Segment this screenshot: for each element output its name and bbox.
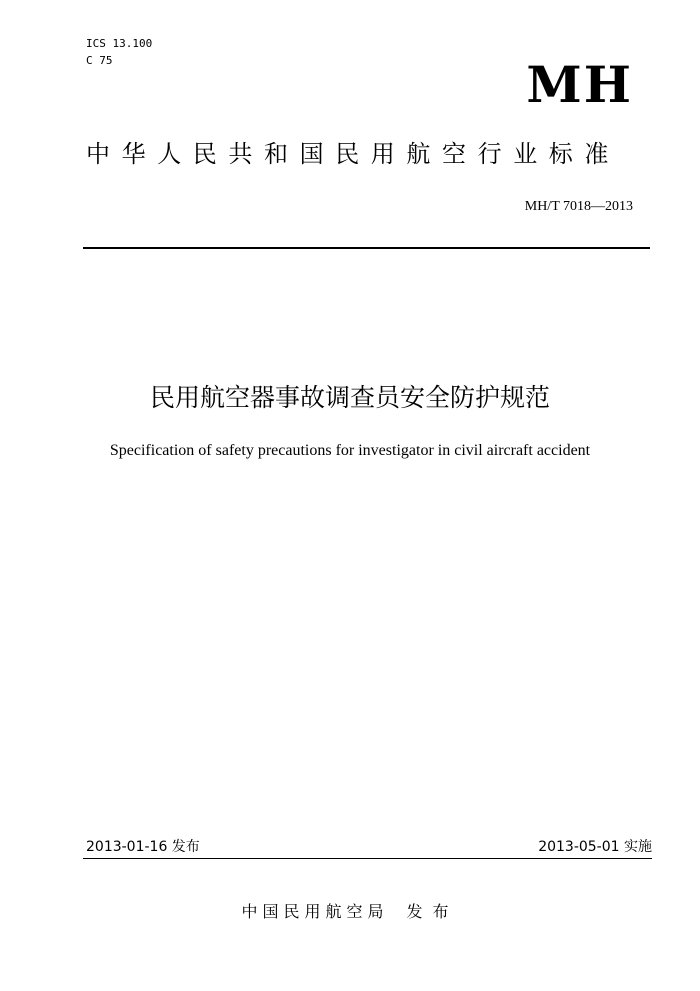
top-divider <box>83 247 650 249</box>
mh-logo: MH <box>526 55 633 114</box>
issue-date: 2013-01-16 发布 <box>86 839 200 855</box>
publisher-action: 发布 <box>406 902 459 921</box>
publisher-line <box>0 901 700 923</box>
standard-category: 中华人民共和国民用航空行业标准 <box>86 140 620 168</box>
standard-number: MH/T 7018—2013 <box>524 199 633 214</box>
ccs-code: C 75 <box>86 54 113 67</box>
effective-date: 2013-05-01 实施 <box>538 839 652 855</box>
document-title-chinese: 民用航空器事故调查员安全防护规范 <box>149 383 550 412</box>
document-title-english: Specification of safety precautions for investigator in civil aircraft accident <box>109 442 591 459</box>
publisher-name: 中国民用航空局 <box>241 902 389 921</box>
ics-code: ICS 13.100 <box>86 37 153 50</box>
bottom-divider <box>83 858 652 859</box>
